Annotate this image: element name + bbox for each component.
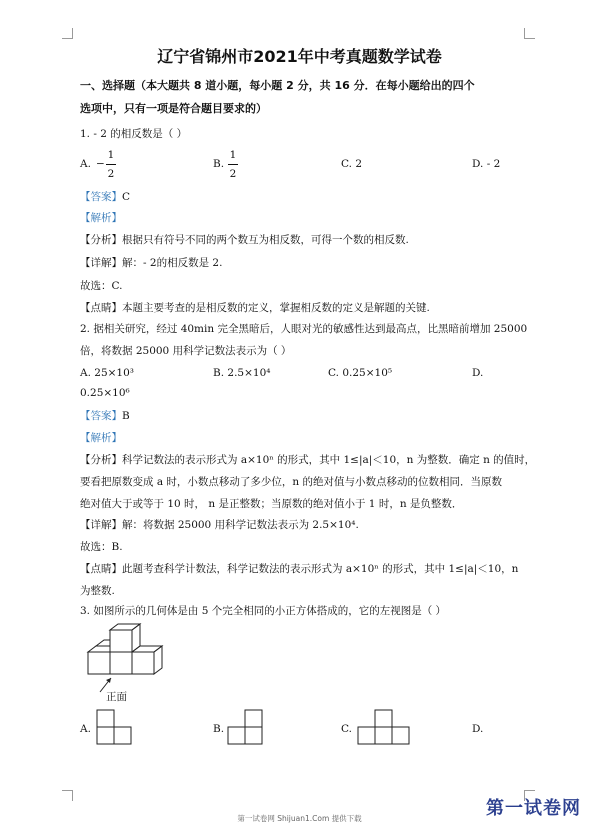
fenxi-tag: 【分析】 xyxy=(80,454,122,466)
q3-option-a: A. xyxy=(80,723,91,735)
q1-fenxi-text: 根据只有符号不同的两个数互为相反数，可得一个数的相反数. xyxy=(122,234,409,246)
answer-tag: 【答案】 xyxy=(80,410,122,422)
q1-option-b-numerator: 1 xyxy=(229,149,237,161)
q3-option-d: D. xyxy=(472,723,484,735)
question-3-stem: 3. 如图所示的几何体是由 5 个完全相同的小正方体搭成的，它的左视图是（ ） xyxy=(80,605,447,617)
page-corner-mark xyxy=(62,790,73,801)
q1-fenxi xyxy=(80,233,409,247)
q2-fenxi-3: 绝对值大于或等于 10 时， n 是正整数；当原数的绝对值小于 1 时，n 是负整数． xyxy=(80,498,463,510)
question-2-stem-1: 2. 据相关研究，经过 40min 完全黑暗后，人眼对光的敏感性达到最高点，比黑暗前增加 25000 xyxy=(80,323,528,335)
page-corner-mark xyxy=(524,28,535,39)
q2-fenxi-text-1: 科学记数法的表示形式为 a×10ⁿ 的形式，其中 1≤|a|＜10，n 为整数．确定 n 的值时， xyxy=(122,454,536,466)
q1-answer: C xyxy=(122,191,131,203)
q3-option-a-figure xyxy=(96,709,136,745)
q2-analysis-tag: 【解析】 xyxy=(80,432,122,444)
q1-option-b-denominator: 2 xyxy=(229,168,237,180)
q1-answer-line xyxy=(80,190,130,204)
page-corner-mark xyxy=(62,28,73,39)
q3-option-b: B. xyxy=(213,723,225,735)
q2-answer: B xyxy=(122,410,130,422)
xiangjie-tag: 【详解】 xyxy=(80,519,122,531)
q1-option-a-label: A. xyxy=(80,158,91,170)
q2-xiangjie-text: 解：将数据 25000 用科学记数法表示为 2.5×10⁴. xyxy=(122,519,359,531)
q2-answer-line xyxy=(80,409,130,423)
q1-conclusion: 故选：C. xyxy=(80,280,123,292)
q2-dianjing-1 xyxy=(80,562,518,576)
q2-conclusion: 故选：B. xyxy=(80,541,123,553)
q2-option-d-value: 0.25×10⁶ xyxy=(80,387,130,399)
q2-option-d-label: D. xyxy=(472,367,484,379)
q2-dianjing-text-1: 此题考查科学计数法，科学记数法的表示形式为 a×10ⁿ 的形式，其中 1≤|a|＜10，n xyxy=(122,563,519,575)
q3-option-b-figure xyxy=(227,709,267,745)
question-1-stem: 1. - 2 的相反数是（ ） xyxy=(80,128,188,140)
fenxi-tag: 【分析】 xyxy=(80,234,122,246)
q1-option-a-numerator: 1 xyxy=(107,149,115,161)
q2-option-c: C. 0.25×10⁵ xyxy=(328,367,393,379)
q1-option-a-denominator: 2 xyxy=(107,168,115,180)
q2-option-a: A. 25×10³ xyxy=(80,367,134,379)
q2-dianjing-2: 为整数. xyxy=(80,585,115,597)
dianjing-tag: 【点睛】 xyxy=(80,563,122,575)
question-2-stem-2: 倍，将数据 25000 用科学记数法表示为（ ） xyxy=(80,345,292,357)
q3-front-label: 正面 xyxy=(106,691,127,703)
q1-analysis-tag: 【解析】 xyxy=(80,212,122,224)
q2-option-b: B. 2.5×10⁴ xyxy=(213,367,271,379)
q1-xiangjie xyxy=(80,256,222,270)
site-logo: 第一试卷网 xyxy=(486,798,581,819)
page-footer: 第一试卷网 Shijuan1.Com 提供下载 xyxy=(237,814,362,823)
xiangjie-tag: 【详解】 xyxy=(80,257,122,269)
q3-option-c: C. xyxy=(341,723,352,735)
q1-option-a-fraction-bar xyxy=(106,164,116,165)
q1-option-c: C. 2 xyxy=(341,158,363,170)
q1-option-d: D. - 2 xyxy=(472,158,501,170)
q3-option-c-figure xyxy=(357,709,413,745)
answer-tag: 【答案】 xyxy=(80,191,122,203)
dianjing-tag: 【点睛】 xyxy=(80,302,122,314)
q3-solid-figure xyxy=(80,622,170,692)
q1-option-b-fraction-bar xyxy=(228,164,238,165)
q1-dianjing xyxy=(80,301,430,315)
q2-fenxi-1 xyxy=(80,453,535,467)
q2-fenxi-2: 要看把原数变成 a 时，小数点移动了多少位，n 的绝对值与小数点移动的位数相同．当原数 xyxy=(80,476,503,488)
section-heading: 一、选择题（本大题共 8 道小题，每小题 2 分，共 16 分．在每小题给出的四个 xyxy=(80,79,475,92)
q1-dianjing-text: 本题主要考查的是相反数的定义，掌握相反数的定义是解题的关键. xyxy=(122,302,430,314)
q2-xiangjie xyxy=(80,518,359,532)
page-title: 辽宁省锦州市2021年中考真题数学试卷 xyxy=(157,47,442,66)
q1-option-b-label: B. xyxy=(213,158,225,170)
q1-xiangjie-text: 解：- 2的相反数是 2. xyxy=(122,257,223,269)
section-heading-cont: 选项中，只有一项是符合题目要求的） xyxy=(80,102,267,115)
q1-option-a-sign: − xyxy=(96,158,105,170)
